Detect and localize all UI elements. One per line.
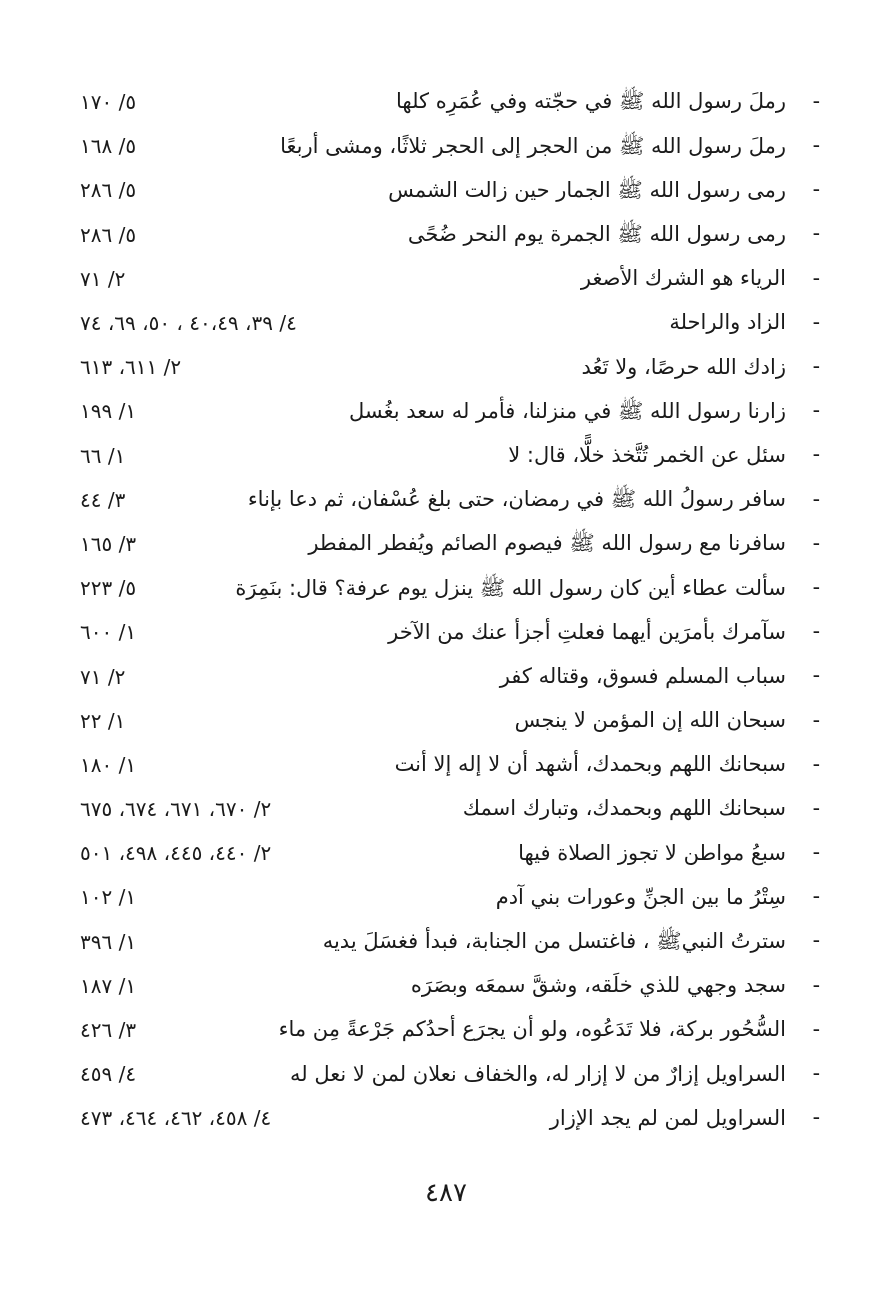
list-item [80,257,820,301]
entry-text: سباب المسلم فسوق، وقتاله كفر [499,663,786,688]
list-item [80,787,820,831]
entry-text: زادك الله حرصًا، ولا تَعُد [581,354,786,379]
list-item [80,478,820,522]
entry-main [500,663,820,689]
entry-text: سِتْرُ ما بين الجنِّ وعورات بني آدم [495,884,786,909]
entry-reference: ١/ ١٠٢ [80,885,137,910]
entry-text: سآمرك بأمرَين أيهما فعلتِ أجزأ عنك من الآخر [388,619,786,644]
entry-text: سترتُ النبيﷺ ، فاغتسل من الجنابة، فبدأ فغسَلَ يديه [322,929,786,954]
entry-main [308,531,820,557]
entry-main [508,442,820,468]
entry-reference: ٢/ ٤٤٠، ٤٤٥، ٤٩٨، ٥٠١ [80,841,272,866]
entry-dash: - [812,972,820,998]
entry-reference: ٤/ ٣٩، ٤٠،٤٩ ، ٥٠، ٦٩، ٧٤ [80,311,297,336]
entry-main [669,310,820,336]
entry-dash: - [812,354,820,380]
list-item [80,522,820,566]
entry-dash: - [812,221,820,247]
entry-dash: - [812,619,820,645]
list-item [80,875,820,919]
entry-dash: - [812,177,820,203]
entry-text: السُّحُور بركة، فلا تَدَعُوه، ولو أن يجرَع أحدُكم جَرْعةً مِن ماء [278,1017,786,1042]
entry-dash: - [812,530,820,556]
entry-text: الرياء هو الشرك الأصغر [580,266,786,291]
list-item [80,389,820,433]
entry-dash: - [812,265,820,291]
list-item [80,743,820,787]
entry-main [388,619,820,645]
entry-reference: ١/ ١٩٩ [80,399,137,424]
entry-reference: ٢/ ٧١ [80,664,126,689]
entry-reference: ١/ ٦٠٠ [80,620,137,645]
entry-reference: ٥/ ٢٢٣ [80,576,137,601]
entry-text: سبحانك اللهم وبحمدك، أشهد أن لا إله إلا أنت [394,752,786,777]
entry-reference: ٥/ ١٦٨ [80,134,137,159]
entry-reference: ٤/ ٤٥٨، ٤٦٢، ٤٦٤، ٤٧٣ [80,1106,272,1131]
list-item [80,1052,820,1096]
entry-text: سجد وجهي للذي خلَقه، وشقَّ سمعَه وبصَرَه [410,973,786,998]
entry-main [515,708,820,734]
entry-dash: - [812,133,820,159]
entry-dash: - [812,574,820,600]
entry-main [496,884,820,910]
entry-main [396,89,820,115]
entry-dash: - [812,486,820,512]
list-item [80,80,820,124]
entry-reference: ٣/ ٤٢٦ [80,1018,137,1043]
list-item [80,213,820,257]
entry-text: زارنا رسول الله ﷺ في منزلنا، فأمر له سعد بغُسل [348,398,786,423]
entry-reference: ١/ ١٨٠ [80,752,137,777]
list-item [80,610,820,654]
entry-reference: ١/ ٢٢ [80,708,126,733]
entry-dash: - [812,840,820,866]
entry-main [463,796,820,822]
list-item [80,1096,820,1140]
entry-text: سافرنا مع رسول الله ﷺ فيصوم الصائم ويُفطر المفطر [308,531,786,556]
entry-main [235,575,820,601]
entry-dash: - [812,928,820,954]
entry-main [349,398,820,424]
entry-text: سبحانك اللهم وبحمدك، وتبارك اسمك [462,796,786,821]
entry-text: سألت عطاء أين كان رسول الله ﷺ ينزل يوم عرفة؟ قال: بنَمِرَة [235,575,786,600]
entry-text: سبعُ مواطن لا تجوز الصلاة فيها [518,840,786,865]
entry-main [395,752,820,778]
entry-main [279,1017,820,1043]
entry-dash: - [812,884,820,910]
entry-dash: - [812,88,820,114]
list-item [80,345,820,389]
entry-dash: - [812,398,820,424]
entry-dash: - [812,1016,820,1042]
entry-text: الزاد والراحلة [669,310,786,335]
entry-text: رمى رسول الله ﷺ الجمرة يوم النحر ضُحًى [407,222,786,247]
list-item [80,301,820,345]
entry-main [581,266,820,292]
entry-main [550,1105,820,1131]
entry-reference: ٥/ ٢٨٦ [80,222,137,247]
entry-dash: - [812,1105,820,1131]
entry-main [408,221,820,247]
list-item [80,168,820,212]
entry-text: السراويل لمن لم يجد الإزار [549,1105,786,1130]
entry-dash: - [812,442,820,468]
entry-dash: - [812,1061,820,1087]
entry-main [280,133,820,159]
entry-text: رمى رسول الله ﷺ الجمار حين زالت الشمس [388,177,786,202]
list-item [80,964,820,1008]
entry-dash: - [812,309,820,335]
entry-main [411,973,820,999]
entry-main [388,177,820,203]
hadith-index-list [80,80,820,1141]
entry-dash: - [812,795,820,821]
entry-reference: ٢/ ٦١١، ٦١٣ [80,355,182,380]
list-item [80,699,820,743]
entry-reference: ٥/ ١٧٠ [80,90,137,115]
entry-main [290,1061,820,1087]
entry-text: سافر رسولُ الله ﷺ في رمضان، حتى بلغ عُسْفان، ثم دعا بإناء [247,487,786,512]
entry-main [518,840,820,866]
page-number: ٤٨٧ [425,1178,467,1208]
list-item [80,920,820,964]
list-item [80,124,820,168]
list-item [80,434,820,478]
entry-reference: ٣/ ١٦٥ [80,531,137,556]
entry-main [248,487,820,513]
entry-text: السراويل إزارٌ من لا إزار له، والخفاف نعلان لمن لا نعل له [290,1061,786,1086]
list-item [80,1008,820,1052]
entry-text: رملَ رسول الله ﷺ في حجّته وفي عُمَرِه كلها [396,89,786,114]
list-item [80,831,820,875]
entry-reference: ٥/ ٢٨٦ [80,178,137,203]
entry-text: سئل عن الخمر تُتَّخذ خلًّا، قال: لا [508,442,786,467]
entry-dash: - [812,707,820,733]
entry-reference: ٢/ ٦٧٠، ٦٧١، ٦٧٤، ٦٧٥ [80,797,272,822]
entry-text: سبحان الله إن المؤمن لا ينجس [514,708,786,733]
entry-reference: ٢/ ٧١ [80,266,126,291]
entry-reference: ٤/ ٤٥٩ [80,1062,137,1087]
list-item [80,654,820,698]
entry-reference: ١/ ٦٦ [80,443,126,468]
entry-text: رملَ رسول الله ﷺ من الحجر إلى الحجر ثلاثًا، ومشى أربعًا [280,133,786,158]
entry-reference: ١/ ٣٩٦ [80,929,137,954]
entry-reference: ٣/ ٤٤ [80,487,126,512]
list-item [80,566,820,610]
entry-dash: - [812,751,820,777]
entry-dash: - [812,663,820,689]
entry-main [582,354,820,380]
entry-main [323,928,820,954]
entry-reference: ١/ ١٨٧ [80,973,137,998]
